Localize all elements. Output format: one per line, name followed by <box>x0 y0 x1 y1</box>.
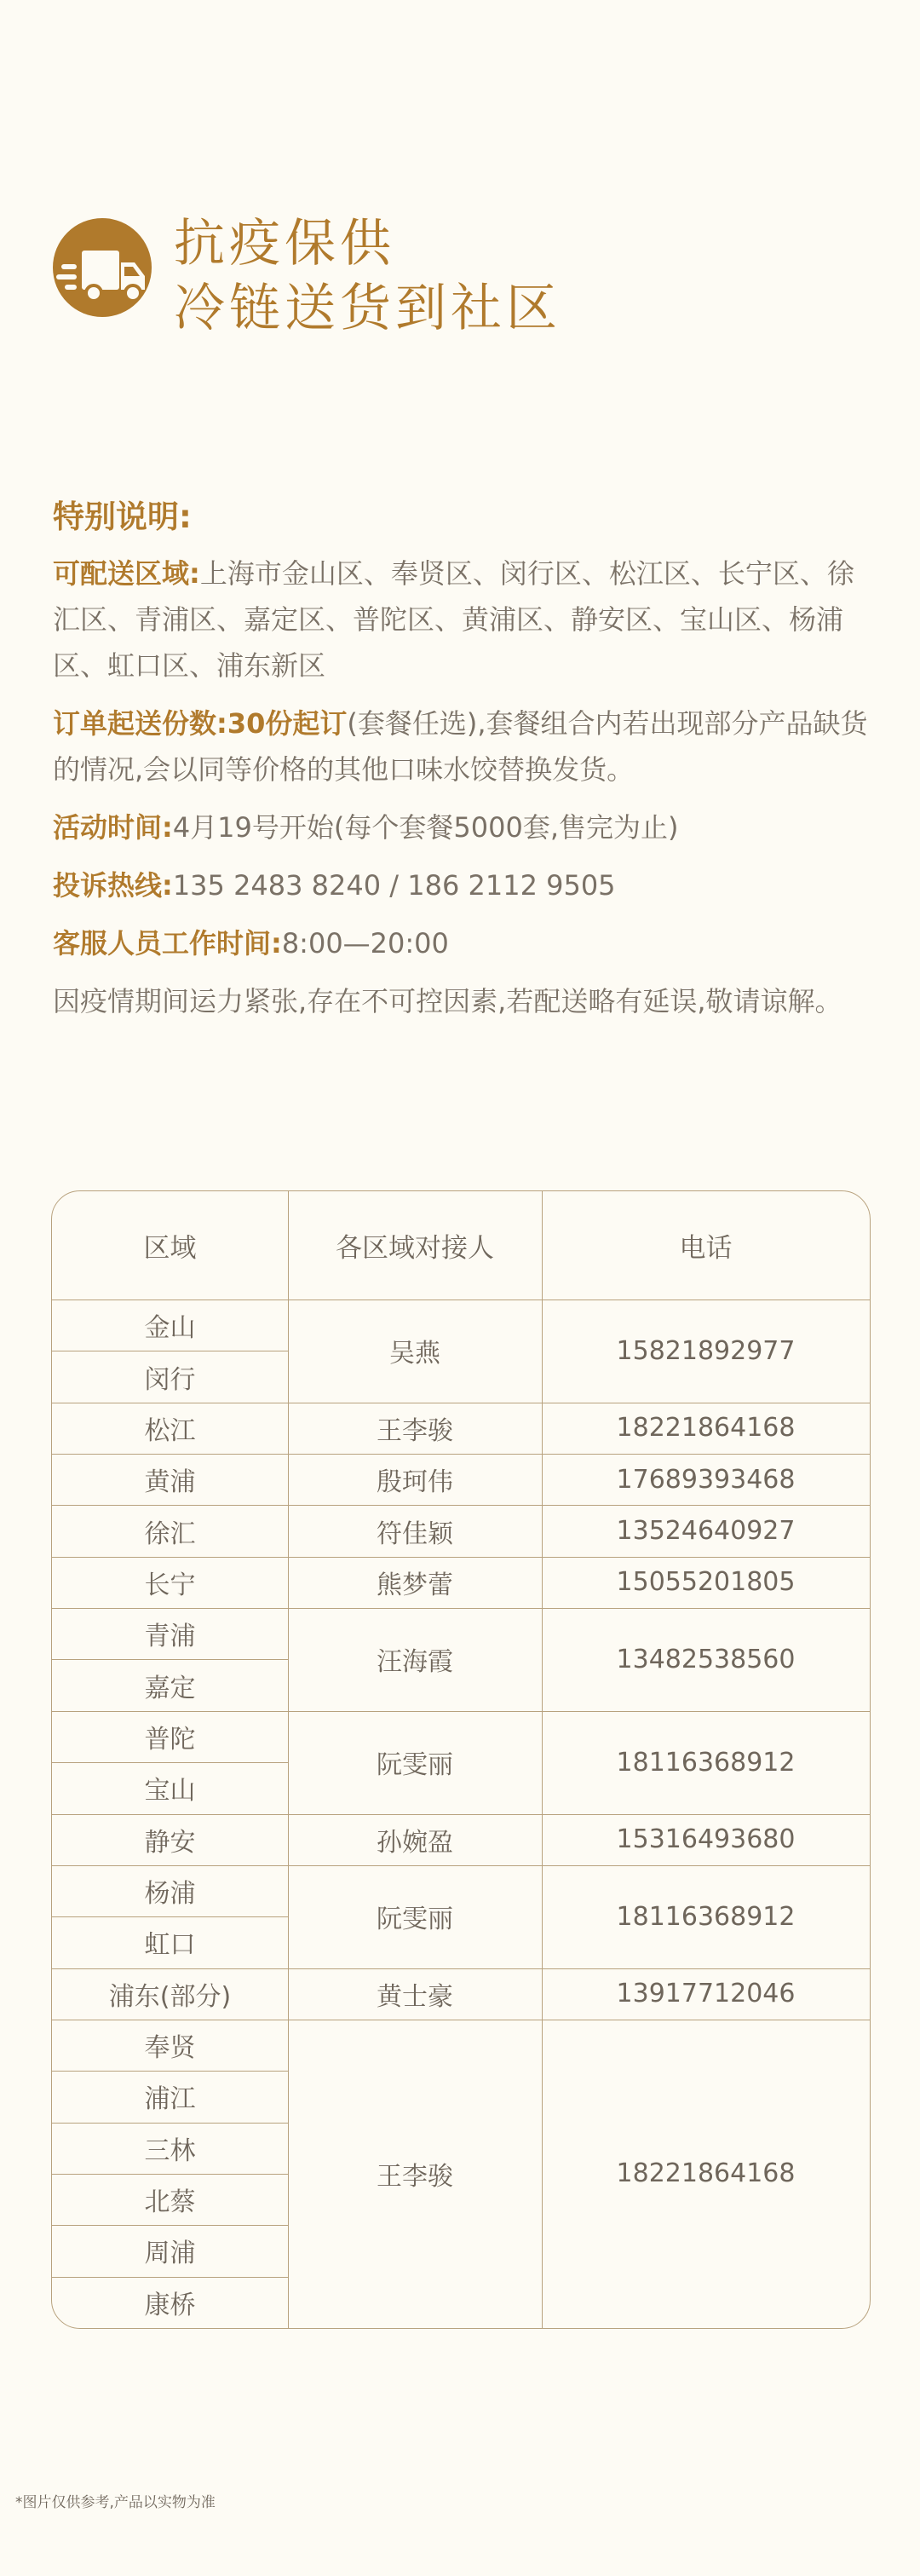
phone-cell: 13524640927 <box>616 1516 796 1547</box>
row-divider <box>52 2277 288 2278</box>
row-divider <box>52 1865 288 1866</box>
group-divider <box>288 1557 870 1558</box>
row-divider <box>52 1505 288 1506</box>
notes-heading: 特别说明: <box>53 498 192 535</box>
contact-cell: 汪海霞 <box>377 1647 453 1678</box>
delivery-area-note <box>53 550 871 689</box>
event-time-text: 4月19号开始(每个套餐5000套,售完为止) <box>172 811 679 844</box>
area-cell: 北蔡 <box>144 2187 196 2218</box>
contact-cell: 阮雯丽 <box>377 1750 453 1781</box>
header-phone: 电话 <box>679 1233 733 1264</box>
min-order-text: (套餐任选),套餐组合内若出现部分产品缺货的情况,会以同等价格的其他口味水饺替换发货。 <box>53 707 868 786</box>
group-divider <box>288 1711 870 1712</box>
phone-cell: 18221864168 <box>616 1413 796 1444</box>
contact-cell: 孙婉盈 <box>377 1827 453 1858</box>
area-cell: 长宁 <box>144 1570 196 1600</box>
area-cell: 青浦 <box>144 1622 196 1652</box>
area-cell: 徐汇 <box>144 1519 196 1549</box>
contact-table <box>51 1190 871 2329</box>
row-divider <box>52 1659 288 1660</box>
row-divider <box>52 2225 288 2226</box>
contact-cell: 吴燕 <box>389 1339 440 1369</box>
row-divider <box>52 1557 288 1558</box>
contact-cell: 符佳颖 <box>377 1519 453 1549</box>
area-cell: 松江 <box>144 1415 196 1446</box>
delivery-area-label: 可配送区域: <box>53 557 200 590</box>
area-cell: 闵行 <box>144 1364 196 1395</box>
column-divider <box>542 1191 543 2328</box>
row-divider <box>52 1968 288 1969</box>
row-divider <box>52 1916 288 1917</box>
group-divider <box>288 1608 870 1609</box>
hero-banner <box>53 213 819 349</box>
area-cell: 金山 <box>144 1313 196 1344</box>
contact-cell: 王李骏 <box>377 1415 453 1446</box>
hotline-text: 135 2483 8240 / 186 2112 9505 <box>172 869 616 902</box>
row-divider <box>52 1814 288 1815</box>
area-cell: 杨浦 <box>144 1879 196 1910</box>
image-disclaimer: *图片仅供参考,产品以实物为准 <box>15 2494 216 2511</box>
delivery-truck-icon <box>53 218 152 317</box>
area-cell: 浦江 <box>144 2084 196 2115</box>
phone-cell: 15055201805 <box>616 1567 796 1598</box>
row-divider <box>52 1711 288 1712</box>
group-divider <box>288 1814 870 1815</box>
disclaimer-note: 因疫情期间运力紧张,存在不可控因素,若配送略有延误,敬请谅解。 <box>53 985 842 1017</box>
area-cell: 周浦 <box>144 2239 196 2269</box>
row-divider <box>52 1762 288 1763</box>
phone-cell: 15821892977 <box>616 1335 796 1366</box>
contact-cell: 殷珂伟 <box>377 1467 453 1498</box>
row-divider <box>52 2174 288 2175</box>
min-order-label: 订单起送份数: <box>53 707 227 740</box>
row-divider <box>52 2123 288 2124</box>
area-cell: 浦东(部分) <box>108 1981 232 2012</box>
phone-cell: 15316493680 <box>616 1824 796 1855</box>
phone-cell: 18221864168 <box>616 2158 796 2189</box>
area-cell: 黄浦 <box>144 1467 196 1498</box>
column-divider <box>288 1191 289 2328</box>
contact-cell: 王李骏 <box>377 2161 453 2192</box>
area-cell: 静安 <box>144 1827 196 1858</box>
phone-cell: 13482538560 <box>616 1644 796 1674</box>
area-cell: 奉贤 <box>144 2033 196 2064</box>
service-hours-text: 8:00—20:00 <box>281 927 449 960</box>
area-cell: 康桥 <box>144 2290 196 2320</box>
area-cell: 三林 <box>144 2135 196 2166</box>
contact-cell: 阮雯丽 <box>377 1905 453 1935</box>
area-cell: 嘉定 <box>144 1673 196 1703</box>
contact-cell: 黄士豪 <box>377 1981 453 2012</box>
special-notes <box>53 496 871 1036</box>
header-area: 区域 <box>143 1233 197 1264</box>
hero-title-line1: 抗疫保供 <box>174 214 395 274</box>
hotline-note <box>53 862 871 908</box>
area-cell: 虹口 <box>144 1930 196 1961</box>
area-cell: 宝山 <box>144 1776 196 1807</box>
hotline-label: 投诉热线: <box>53 869 173 902</box>
group-divider <box>288 1454 870 1455</box>
row-divider <box>52 1608 288 1609</box>
group-divider <box>288 1968 870 1969</box>
service-hours-label: 客服人员工作时间: <box>53 927 282 960</box>
phone-cell: 17689393468 <box>616 1464 796 1495</box>
delivery-area-text: 上海市金山区、奉贤区、闵行区、松江区、长宁区、徐汇区、青浦区、嘉定区、普陀区、黄浦区、静安区、宝山区、杨浦区、虹口区、浦东新区 <box>53 557 854 682</box>
hero-title-line2: 冷链送货到社区 <box>174 279 561 338</box>
event-time-label: 活动时间: <box>53 811 173 844</box>
row-divider <box>52 1454 288 1455</box>
phone-cell: 13917712046 <box>616 1979 796 2009</box>
area-cell: 普陀 <box>144 1724 196 1755</box>
min-order-note <box>53 700 871 792</box>
group-divider <box>288 1505 870 1506</box>
phone-cell: 18116368912 <box>616 1747 796 1778</box>
row-divider <box>52 2071 288 2072</box>
min-order-highlight: 30份起订 <box>227 707 348 740</box>
group-divider <box>288 1865 870 1866</box>
service-hours-note <box>53 920 871 966</box>
phone-cell: 18116368912 <box>616 1901 796 1932</box>
event-time-note <box>53 804 871 850</box>
contact-cell: 熊梦蕾 <box>377 1570 453 1600</box>
header-contact: 各区域对接人 <box>336 1233 494 1264</box>
